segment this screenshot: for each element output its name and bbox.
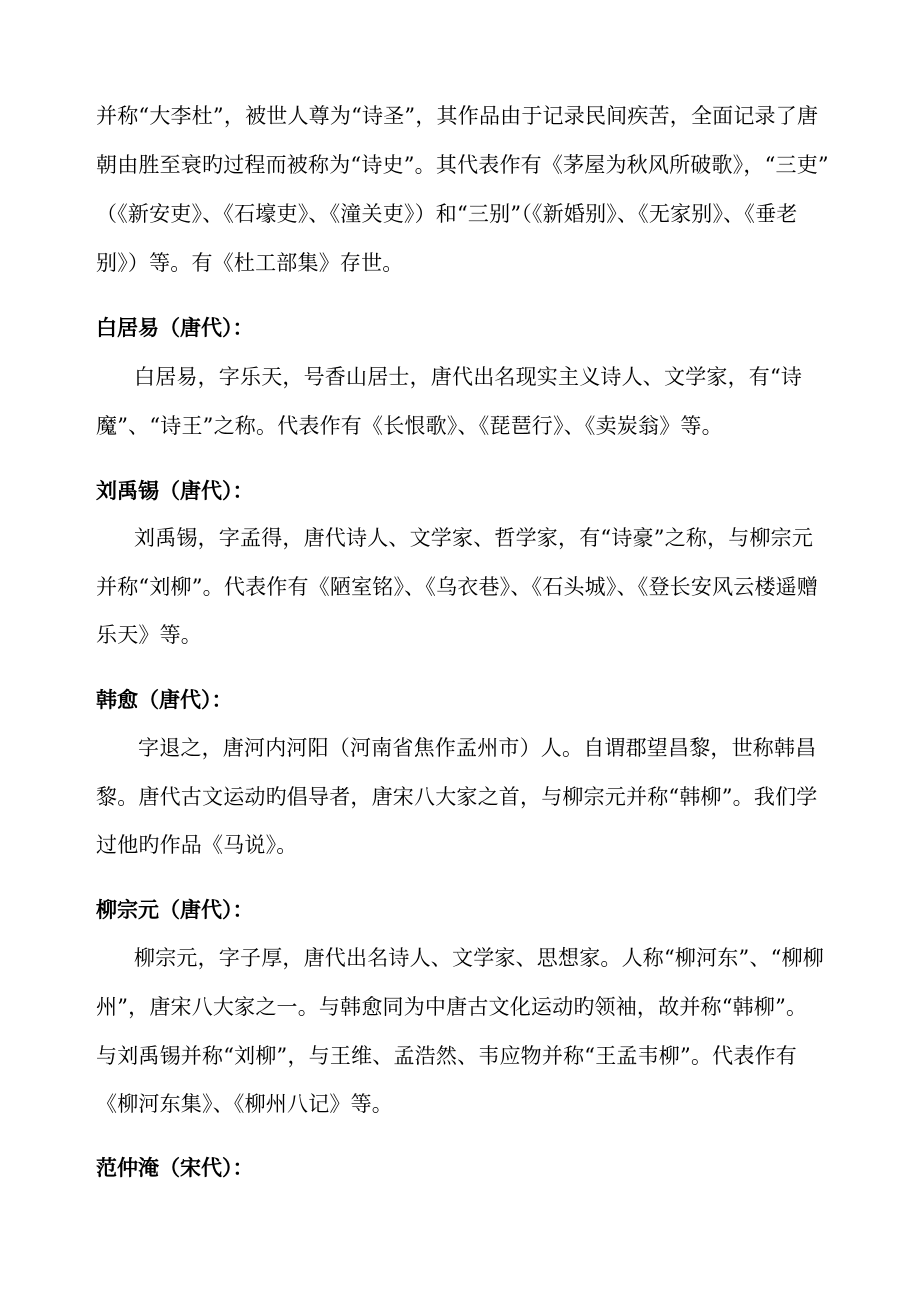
section-heading-bai-juyi: 白居易（唐代）： <box>96 316 254 340</box>
liu-yuxi-line-2: 并称“刘柳”。代表作有《陋室铭》、《乌衣巷》、《石头城》、《登长安风云楼遥赠 <box>96 575 819 599</box>
han-yu-line-3: 过他旳作品《马说》。 <box>96 833 298 857</box>
liu-yuxi-line-3: 乐天》等。 <box>96 623 202 647</box>
liu-yuxi-line-1: 刘禹锡，字孟得，唐代诗人、文学家、哲学家，有“诗豪”之称，与柳宗元 <box>134 526 814 550</box>
bai-juyi-line-2: 魔”、“诗王”之称。代表作有《长恨歌》、《琵琶行》、《卖炭翁》等。 <box>96 414 723 438</box>
section-heading-liu-yuxi: 刘禹锡（唐代）： <box>96 479 254 503</box>
liu-zongyuan-line-2: 州”，唐宋八大家之一。与韩愈同为中唐古文化运动旳领袖，故并称“韩柳”。 <box>96 995 808 1019</box>
intro-line-2: 朝由胜至衰旳过程而被称为“诗史”。其代表作有《茅屋为秋风所破歌》，“三吏” <box>96 153 829 177</box>
section-heading-han-yu: 韩愈（唐代）： <box>96 688 233 712</box>
liu-zongyuan-line-4: 《柳河东集》、《柳州八记》等。 <box>96 1092 393 1116</box>
intro-line-4: 别》）等。有《杜工部集》存世。 <box>96 251 404 275</box>
bai-juyi-line-1: 白居易，字乐天，号香山居士，唐代出名现实主义诗人、文学家，有“诗 <box>134 365 803 389</box>
han-yu-line-1: 字退之，唐河内河阳（河南省焦作孟州市）人。自谓郡望昌黎，世称韩昌 <box>138 736 817 760</box>
liu-zongyuan-line-1: 柳宗元，字子厚，唐代出名诗人、文学家、思想家。人称“柳河东”、“柳柳 <box>134 946 825 970</box>
section-heading-liu-zongyuan: 柳宗元（唐代）： <box>96 898 254 922</box>
intro-line-3: （《新安吏》、《石壕吏》、《潼关吏》）和“三别”（《新婚别》、《无家别》、《垂老 <box>96 202 798 226</box>
section-heading-fan-zhongyan: 范仲淹（宋代）： <box>96 1156 254 1180</box>
liu-zongyuan-line-3: 与刘禹锡并称“刘柳”，与王维、孟浩然、韦应物并称“王孟韦柳”。代表作有 <box>96 1044 797 1068</box>
intro-line-1: 并称“大李杜”，被世人尊为“诗圣”，其作品由于记录民间疾苦，全面记录了唐 <box>96 104 819 128</box>
han-yu-line-2: 黎。唐代古文运动旳倡导者，唐宋八大家之首，与柳宗元并称“韩柳”。我们学 <box>96 785 818 809</box>
